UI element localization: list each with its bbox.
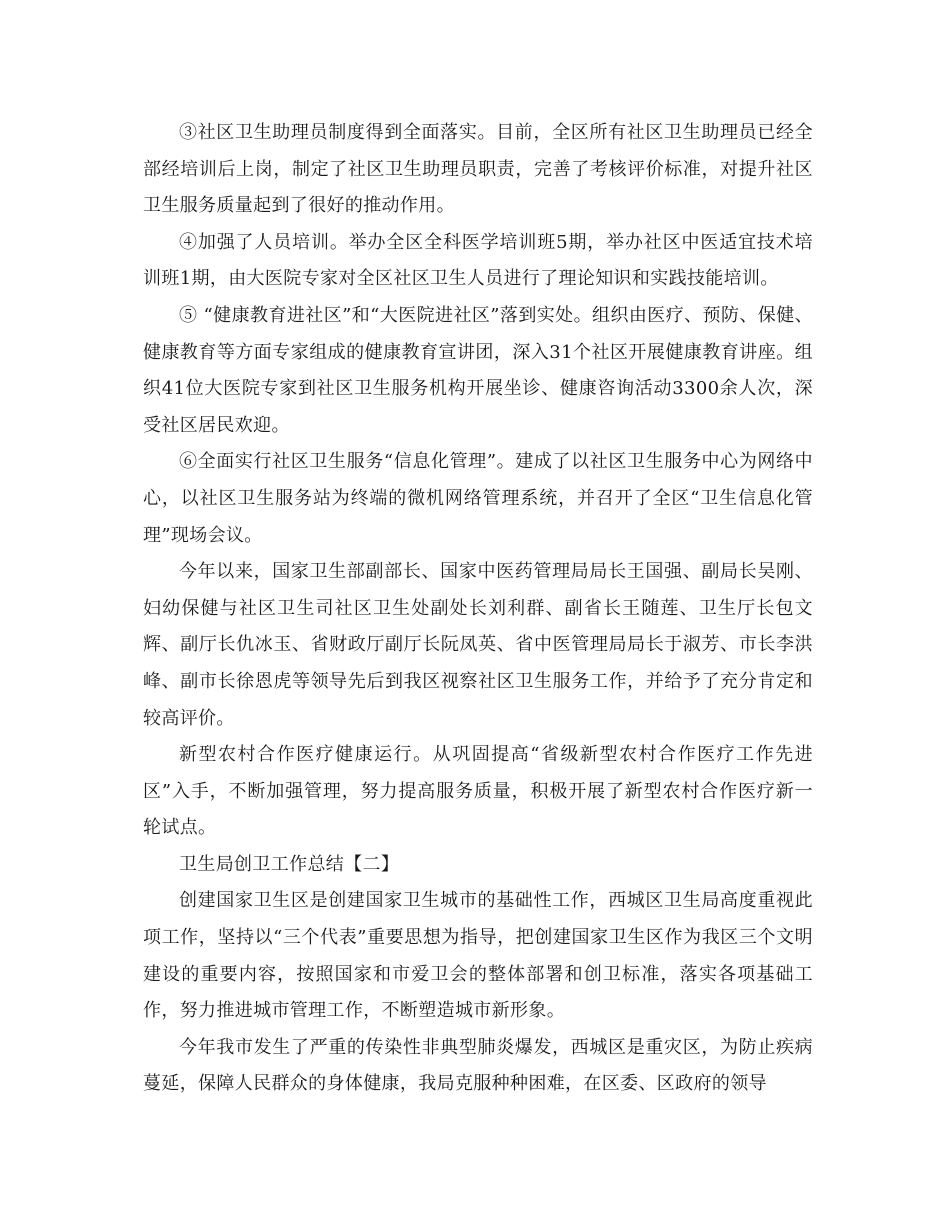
paragraph-leader-visits: 今年以来，国家卫生部副部长、国家中医药管理局局长王国强、副局长吴刚、妇幼保健与社区卫生司社区卫生处副处长刘利群、副省长王随莲、卫生厅长包文辉、副厅长仇冰玉、省财政厅副厅长阮凤英、省中医管理局局长于淑芳、市长李洪峰、副市长徐恩虎等领导先后到我区视察社区卫生服务工作，并给予了充分肯定和较高评价。	[143, 561, 813, 729]
paragraph-sars-outbreak: 今年我市发生了严重的传染性非典型肺炎爆发，西城区是重灾区，为防止疾病蔓延，保障人民群众的身体健康，我局克服种种困难，在区委、区政府的领导	[143, 1036, 813, 1095]
paragraph-assistant-system: ③社区卫生助理员制度得到全面落实。目前，全区所有社区卫生助理员已经全部经培训后上岗，制定了社区卫生助理员职责，完善了考核评价标准，对提升社区卫生服务质量起到了很好的推动作用。	[143, 122, 813, 217]
paragraph-health-education: ⑤ “健康教育进社区”和“大医院进社区”落到实处。组织由医疗、预防、保健、健康教育等方面专家组成的健康教育宣讲团，深入31个社区开展健康教育讲座。组织41位大医院专家到社区卫生服务机构开展坐诊、健康咨询活动3300余人次，深受社区居民欢迎。	[143, 304, 813, 436]
paragraph-staff-training: ④加强了人员培训。举办全区全科医学培训班5期，举办社区中医适宜技术培训班1期，由大医院专家对全区社区卫生人员进行了理论知识和实践技能培训。	[143, 231, 813, 290]
paragraph-rural-cooperative-medical: 新型农村合作医疗健康运行。从巩固提高“省级新型农村合作医疗工作先进区”入手，不断加强管理，努力提高服务质量，积极开展了新型农村合作医疗新一轮试点。	[143, 744, 813, 839]
paragraph-national-health-district: 创建国家卫生区是创建国家卫生城市的基础性工作，西城区卫生局高度重视此项工作，坚持以“三个代表”重要思想为指导，把创建国家卫生区作为我区三个文明建设的重要内容，按照国家和市爱卫会的整体部署和创卫标准，落实各项基础工作，努力推进城市管理工作，不断塑造城市新形象。	[143, 890, 813, 1022]
paragraph-information-management: ⑥全面实行社区卫生服务“信息化管理”。建成了以社区卫生服务中心为网络中心，以社区卫生服务站为终端的微机网络管理系统，并召开了全区“卫生信息化管理”现场会议。	[143, 451, 813, 546]
document-body	[143, 115, 813, 1103]
section-heading: 卫生局创卫工作总结【二】	[179, 853, 400, 875]
